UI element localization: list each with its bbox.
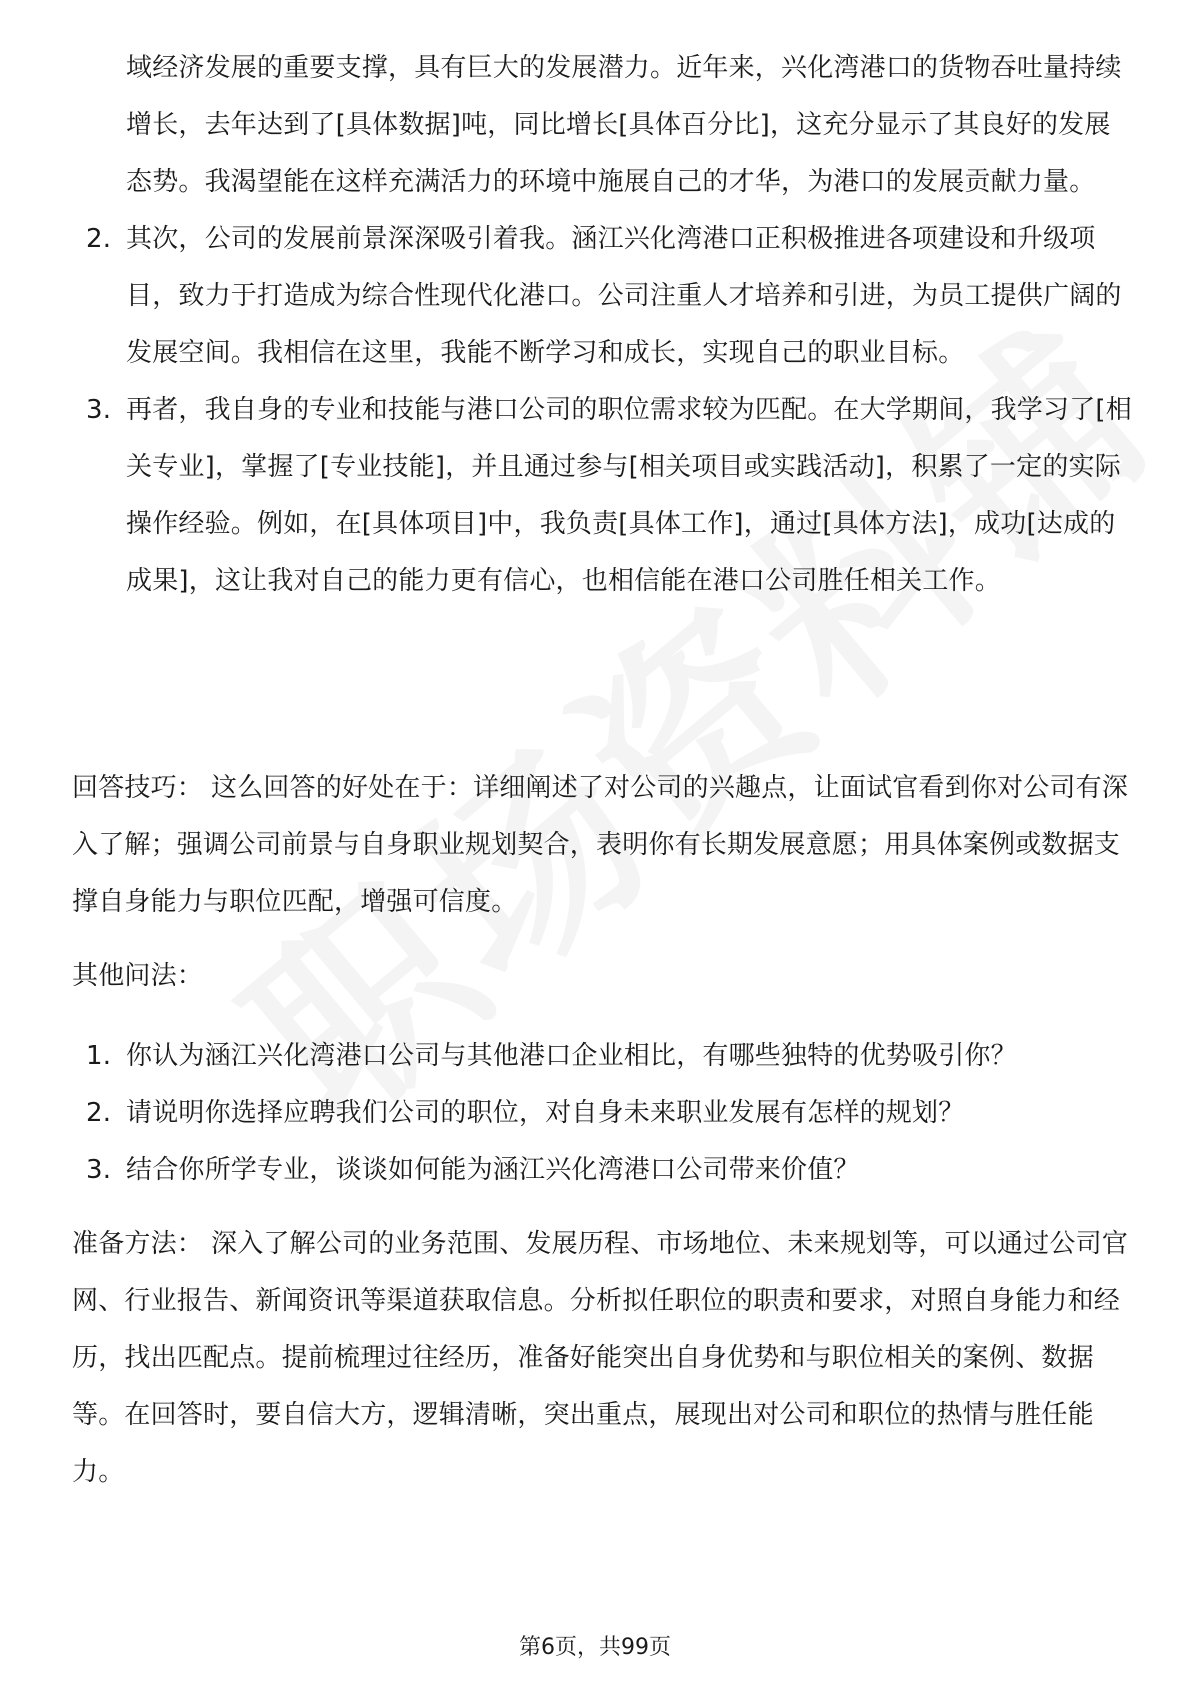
answer-tips-section (72, 760, 1130, 931)
list-number: 3. (86, 395, 112, 425)
list-item-text: 请说明你选择应聘我们公司的职位，对自身未来职业发展有怎样的规划？ (126, 1098, 965, 1128)
other-questions-list (72, 1028, 1132, 1199)
other-questions-label: 其他问法： (72, 961, 204, 991)
answer-list (72, 40, 1132, 610)
list-item-text: 域经济发展的重要支撑，具有巨大的发展潜力。近年来，兴化湾港口的货物吞吐量持续增长，去年达到了[具体数据]吨，同比增长[具体百分比]，这充分显示了其良好的发展态势。我渴望能在这样充满活力的环境中施展自己的才华，为港口的发展贡献力量。 (126, 53, 1122, 197)
list-item (72, 1028, 1132, 1085)
list-item (72, 1142, 1132, 1199)
list-item-text: 再者，我自身的专业和技能与港口公司的职位需求较为匹配。在大学期间，我学习了[相关专业]，掌握了[专业技能]，并且通过参与[相关项目或实践活动]，积累了一定的实际操作经验。例如，在[具体项目]中，我负责[具体工作]，通过[具体方法]，成功[达成的成果]，这让我对自己的能力更有信心，也相信能在港口公司胜任相关工作。 (126, 395, 1132, 596)
list-item-text: 其次，公司的发展前景深深吸引着我。涵江兴化湾港口正积极推进各项建设和升级项目，致力于打造成为综合性现代化港口。公司注重人才培养和引进，为员工提供广阔的发展空间。我相信在这里，我能不断学习和成长，实现自己的职业目标。 (126, 224, 1122, 368)
prep-method-section (72, 1216, 1130, 1501)
prep-method-text: 深入了解公司的业务范围、发展历程、市场地位、未来规划等，可以通过公司官网、行业报告、新闻资讯等渠道获取信息。分析拟任职位的职责和要求，对照自身能力和经历，找出匹配点。提前梳理过往经历，准备好能突出自身优势和与职位相关的案例、数据等。在回答时，要自信大方，逻辑清晰，突出重点，展现出对公司和职位的热情与胜任能力。 (72, 1229, 1129, 1487)
list-item (72, 211, 1132, 382)
answer-tips-label: 回答技巧： (72, 773, 204, 803)
answer-tips-text: 这么回答的好处在于：详细阐述了对公司的兴趣点，让面试官看到你对公司有深入了解；强调公司前景与自身职业规划契合，表明你有长期发展意愿；用具体案例或数据支撑自身能力与职位匹配，增强可信度。 (72, 773, 1129, 917)
page-number: 第6页，共99页 (519, 1635, 671, 1660)
prep-method-label: 准备方法： (72, 1229, 204, 1259)
list-item-text: 你认为涵江兴化湾港口公司与其他港口企业相比，有哪些独特的优势吸引你？ (126, 1041, 1017, 1071)
list-item (72, 40, 1132, 211)
list-item (72, 382, 1132, 610)
list-number: 2. (86, 224, 112, 254)
list-number: 2. (86, 1098, 112, 1128)
list-number: 3. (86, 1155, 112, 1185)
list-item-text: 结合你所学专业，谈谈如何能为涵江兴化湾港口公司带来价值？ (126, 1155, 860, 1185)
list-number: 1. (86, 1041, 112, 1071)
list-item (72, 1085, 1132, 1142)
